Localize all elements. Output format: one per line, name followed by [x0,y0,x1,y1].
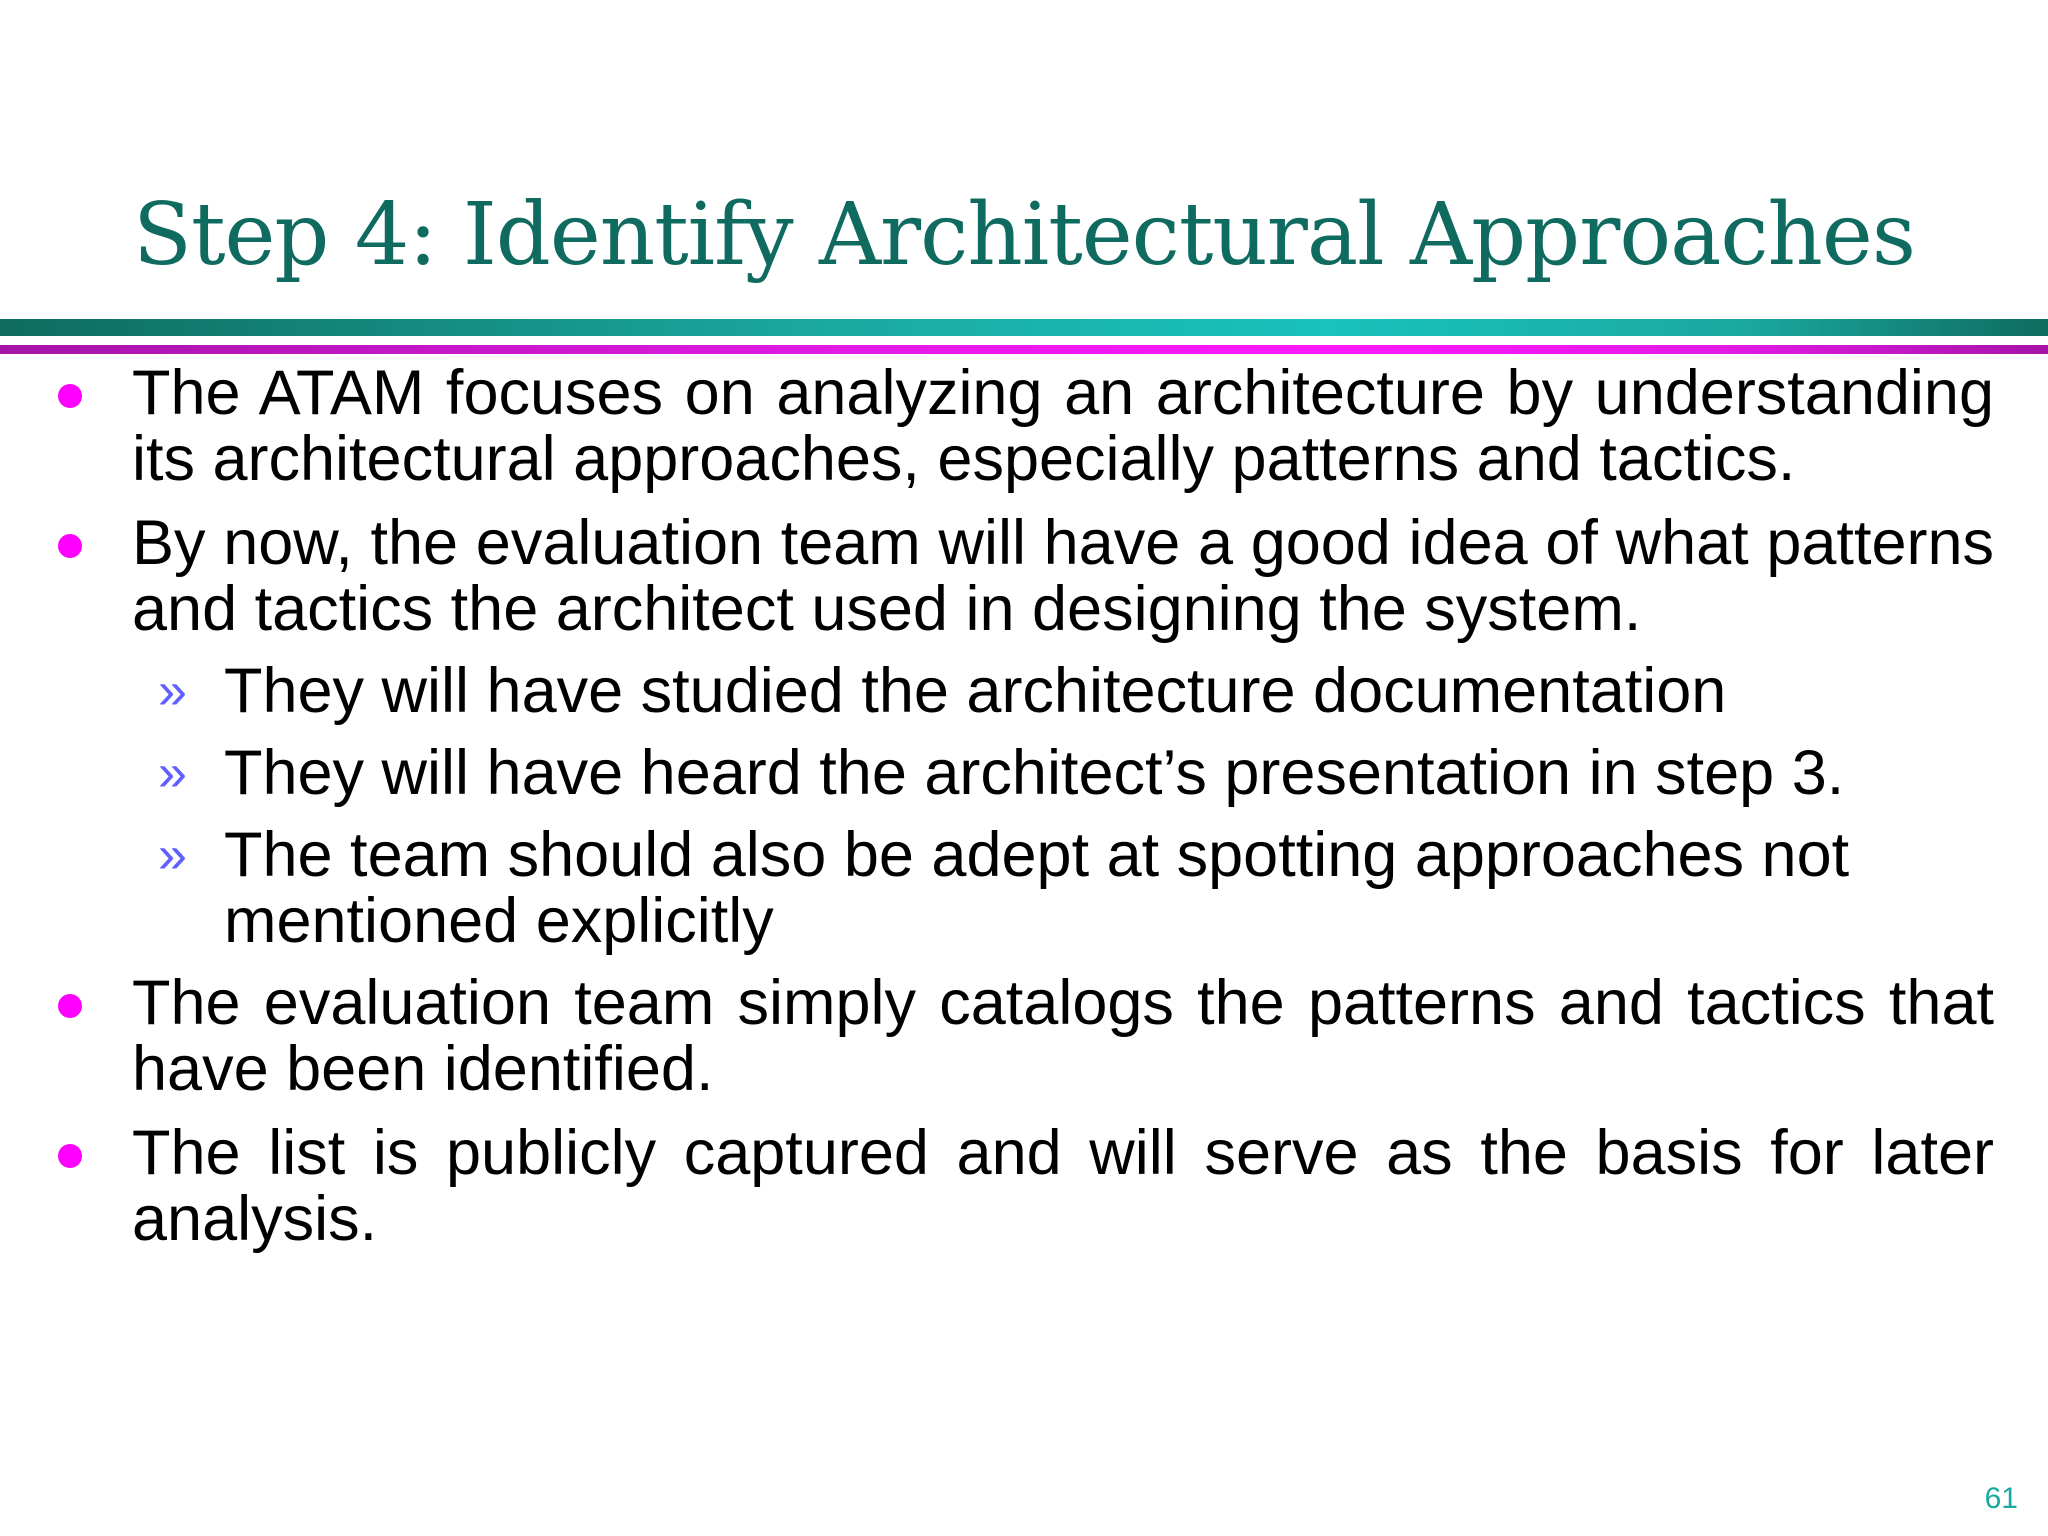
slide-body [58,360,1998,1252]
sub-bullet-item [58,822,1994,954]
sub-bullet-text: The team should also be adept at spotting approaches not mentioned explicitly [224,820,1850,956]
double-chevron-icon: » [158,744,187,802]
bullet-item [58,1120,1994,1252]
slide-title: Step 4: Identify Architectural Approaches [133,185,1915,285]
bullet-item [58,360,1994,492]
bullet-dot-icon [58,534,82,558]
bullet-text: The list is publicly captured and will serve as the basis for later analysis. [132,1118,1994,1254]
bullet-item [58,510,1994,642]
bullet-item [58,970,1994,1102]
bullet-text: The ATAM focuses on analyzing an architecture by understanding its architectural approaches, especially patterns and tactics. [132,358,1994,494]
bullet-text: The evaluation team simply catalogs the patterns and tactics that have been identified. [132,968,1994,1104]
title-rule-magenta [0,345,2048,354]
sub-bullet-text: They will have studied the architecture documentation [224,656,1727,726]
title-rule-teal [0,319,2048,336]
sub-bullet-item [58,658,1994,724]
page-number: 61 [1984,1482,2018,1515]
double-chevron-icon: » [158,662,187,720]
bullet-dot-icon [58,1144,82,1168]
bullet-dot-icon [58,994,82,1018]
bullet-dot-icon [58,384,82,408]
sub-bullet-text: They will have heard the architect’s presentation in step 3. [224,738,1845,808]
double-chevron-icon: » [158,826,187,884]
sub-bullet-item [58,740,1994,806]
bullet-text: By now, the evaluation team will have a good idea of what patterns and tactics the architect used in designing the system. [132,508,1994,644]
